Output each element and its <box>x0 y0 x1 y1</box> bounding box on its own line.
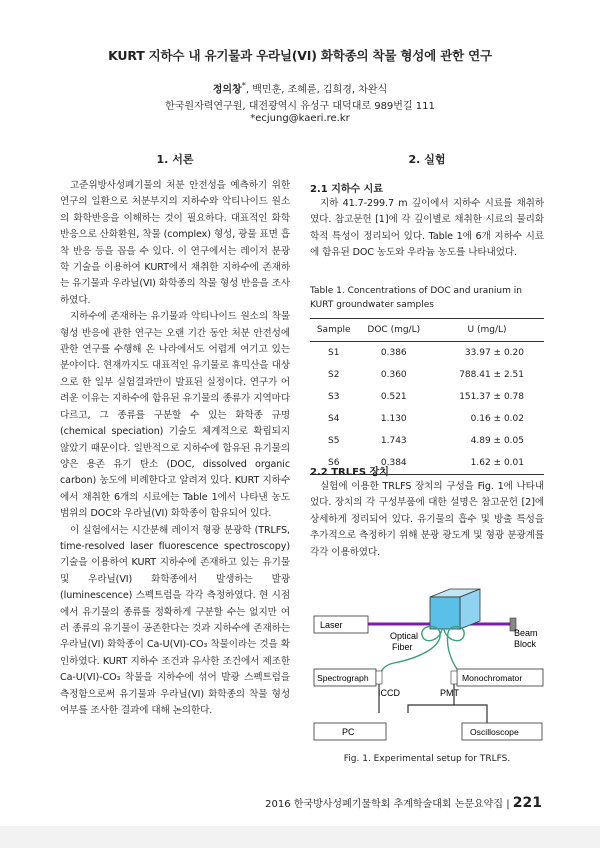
pmt-label: PMT <box>440 688 459 698</box>
trlfs-paragraph: 실험에 이용한 TRLFS 장치의 구성을 Fig. 1에 나타내었다. 장치의 각 구성부품에 대한 설명은 참고문헌 [2]에 상세하게 정리되어 있다. 유기물의 흡수 및 방출 특성을 추가적으로 측정하기 위해 분광 광도계 및 형광 분광계를 각각 이용하였다. <box>310 481 544 558</box>
block-label: Block <box>514 639 537 649</box>
table-cell: S5 <box>328 436 340 446</box>
table-cell: 0.360 <box>380 370 407 380</box>
table-cell: 0.386 <box>380 348 407 358</box>
intro-paragraph: 이 실험에서는 시간분해 레이저 형광 분광학 (TRLFS, time-resolved laser fluorescence spectroscopy) 기술을 이용하여 KURT 지하수에 존재하고 있는 유기물 및 우라닐(VI) 화학종에서 발생하는 발광 (luminescence) 스펙트럼을 각각 측정하였다. 현 시점에서 유기물의 종류를 정확하게 구분할 수는 없지만 여러 종류의 유기물이 공존한다는 것과 지하수에 존재하는 우라닐(VI) 화학종이 Ca-U(VI)-CO₃ 착물이라는 것을 확인하였다. KURT 지하수 조건과 유사한 조건에서 제조한 Ca-U(VI)-CO₃ 착물을 지하수에 섞어 발광 스펙트럼을 측정함으로써 유기물과 우라닐(VI) 화학종의 착물 형성 여부를 조사한 결과에 대해 논의한다. <box>60 524 290 716</box>
other-authors: , 백민훈, 조혜륜, 김희경, 차완식 <box>245 84 388 96</box>
laser-label: Laser <box>320 620 343 630</box>
subsection-groundwater-body <box>310 196 544 262</box>
cuvette-icon <box>430 589 480 629</box>
subsection-trlfs-heading: 2.2 TRLFS 장치 <box>310 467 389 478</box>
section-exp-heading: 2. 실험 <box>408 153 446 166</box>
section-intro-heading: 1. 서론 <box>156 153 194 166</box>
table-cell: 788.41 ± 2.51 <box>459 370 524 380</box>
page-number: 221 <box>512 795 542 811</box>
authors <box>0 80 600 95</box>
table-cell: 0.16 ± 0.02 <box>470 414 524 424</box>
table-cell: 4.89 ± 0.05 <box>470 436 524 446</box>
footer-separator: | <box>506 799 510 810</box>
iccd-detector <box>376 671 382 684</box>
table-cell: S3 <box>328 392 340 402</box>
table-cell: S1 <box>328 348 340 358</box>
table-header: U (mg/L) <box>430 319 544 342</box>
affiliation: 한국원자력연구원, 대전광역시 유성구 대덕대로 989번길 111 <box>165 101 435 112</box>
table-header: DOC (mg/L) <box>357 319 430 342</box>
optical-label: Optical <box>390 631 419 641</box>
subsection-groundwater-heading: 2.1 지하수 시료 <box>310 184 383 195</box>
table-cell: S2 <box>328 370 340 380</box>
table-header-row <box>310 319 544 342</box>
cable-line <box>454 705 487 723</box>
monochromator-label: Monochromator <box>462 673 523 683</box>
table-cell: 1.743 <box>380 436 407 446</box>
page-footer <box>265 795 542 811</box>
table-cell: 0.384 <box>357 452 430 475</box>
concentration-table <box>310 318 544 475</box>
fiber-label: Fiber <box>392 642 413 652</box>
table-row <box>310 430 544 452</box>
oscilloscope-label: Oscilloscope <box>470 727 519 737</box>
paper-title: KURT 지하수 내 유기물과 우라닐(VI) 화학종의 착물 형성에 관한 연구 <box>108 48 492 63</box>
pmt-detector <box>451 671 457 684</box>
optical-fiber <box>444 626 464 669</box>
table-row <box>310 364 544 386</box>
figure-caption: Fig. 1. Experimental setup for TRLFS. <box>343 754 511 764</box>
subsection-trlfs-body <box>310 479 544 561</box>
corresponding-mark: * <box>241 80 246 90</box>
groundwater-paragraph: 지하 41.7-299.7 m 깊이에서 지하수 시료를 채취하였다. 참고문헌 [1]에 각 깊이별로 채취한 시료의 물리화학적 특성이 정리되어 있다. Table 1에 6개 지하수 시료에 함유된 DOC 농도와 우라늄 농도를 나타내었다. <box>310 198 544 259</box>
table-cell: 1.130 <box>380 414 407 424</box>
page-bottom-band <box>0 826 600 848</box>
intro-paragraph: 지하수에 존재하는 유기물과 악티나이드 원소의 착물 형성 반응에 관한 연구는 오랜 기간 동안 처분 안전성에 관한 연구를 수행해 온 나라에서도 어렵게 여기고 있는 분야이다. 현재까지도 대표적인 유기물로 휴믹산을 대상으로 한 일부 실험결과만이 발표된 실정이다. 연구가 어려운 이유는 지하수에 함유된 유기물의 종류가 지역마다 다르고, 그 종류를 구분할 수 있는 화학종 규명 (chemical speciation) 기술도 체계적으로 확립되지 않았기 때문이다. 일반적으로 지하수에 함유된 유기물의 양은 용존 유기 탄소 (DOC, dissolved organic carbon) 농도에 비례한다고 알려져 있다. KURT 지하수에서 채취한 6개의 시료에는 Table 1에서 나타낸 농도 범위의 DOC와 우라닐(VI) 화학종이 함유되어 있다. <box>60 311 290 520</box>
table-cell: 1.62 ± 0.01 <box>430 452 544 475</box>
table-cell: 151.37 ± 0.78 <box>459 392 524 402</box>
table-cell: 33.97 ± 0.20 <box>464 348 524 358</box>
beam-label: Beam <box>514 628 538 638</box>
table-row <box>310 386 544 408</box>
email: *ecjung@kaeri.re.kr <box>250 113 350 124</box>
pc-label: PC <box>342 727 355 737</box>
table-row <box>310 342 544 365</box>
table-row <box>310 408 544 430</box>
iccd-label: ICCD <box>378 688 400 698</box>
table-cell: 0.521 <box>380 392 407 402</box>
footer-text: 2016 한국방사성폐기물학회 추계학술대회 논문요약집 <box>265 799 504 810</box>
table-caption: Table 1. Concentrations of DOC and uranium in KURT groundwater samples <box>310 286 522 310</box>
section-intro-body <box>60 178 290 719</box>
spectrograph-label: Spectrograph <box>317 673 369 683</box>
first-author: 정의창 <box>212 84 242 96</box>
table-cell: S6 <box>310 452 357 475</box>
trlfs-setup-diagram <box>312 585 552 745</box>
table-header: Sample <box>310 319 357 342</box>
intro-paragraph: 고준위방사성폐기물의 처분 안전성을 예측하기 위한 연구의 일환으로 처분부지의 지하수와 악티나이드 원소의 화학반응을 이해하는 것이 필요하다. 대표적인 화학반응으로 산화환원, 착물 (complex) 형성, 광물 표면 흡착 반응 등을 꼽을 수 있다. 이 연구에서는 레이저 분광학 기술을 이용하여 KURT에서 채취한 지하수에 존재하는 유기물과 우라닐(VI) 화학종의 착물 형성 반응을 조사하였다. <box>60 180 290 306</box>
table-cell: S4 <box>328 414 340 424</box>
